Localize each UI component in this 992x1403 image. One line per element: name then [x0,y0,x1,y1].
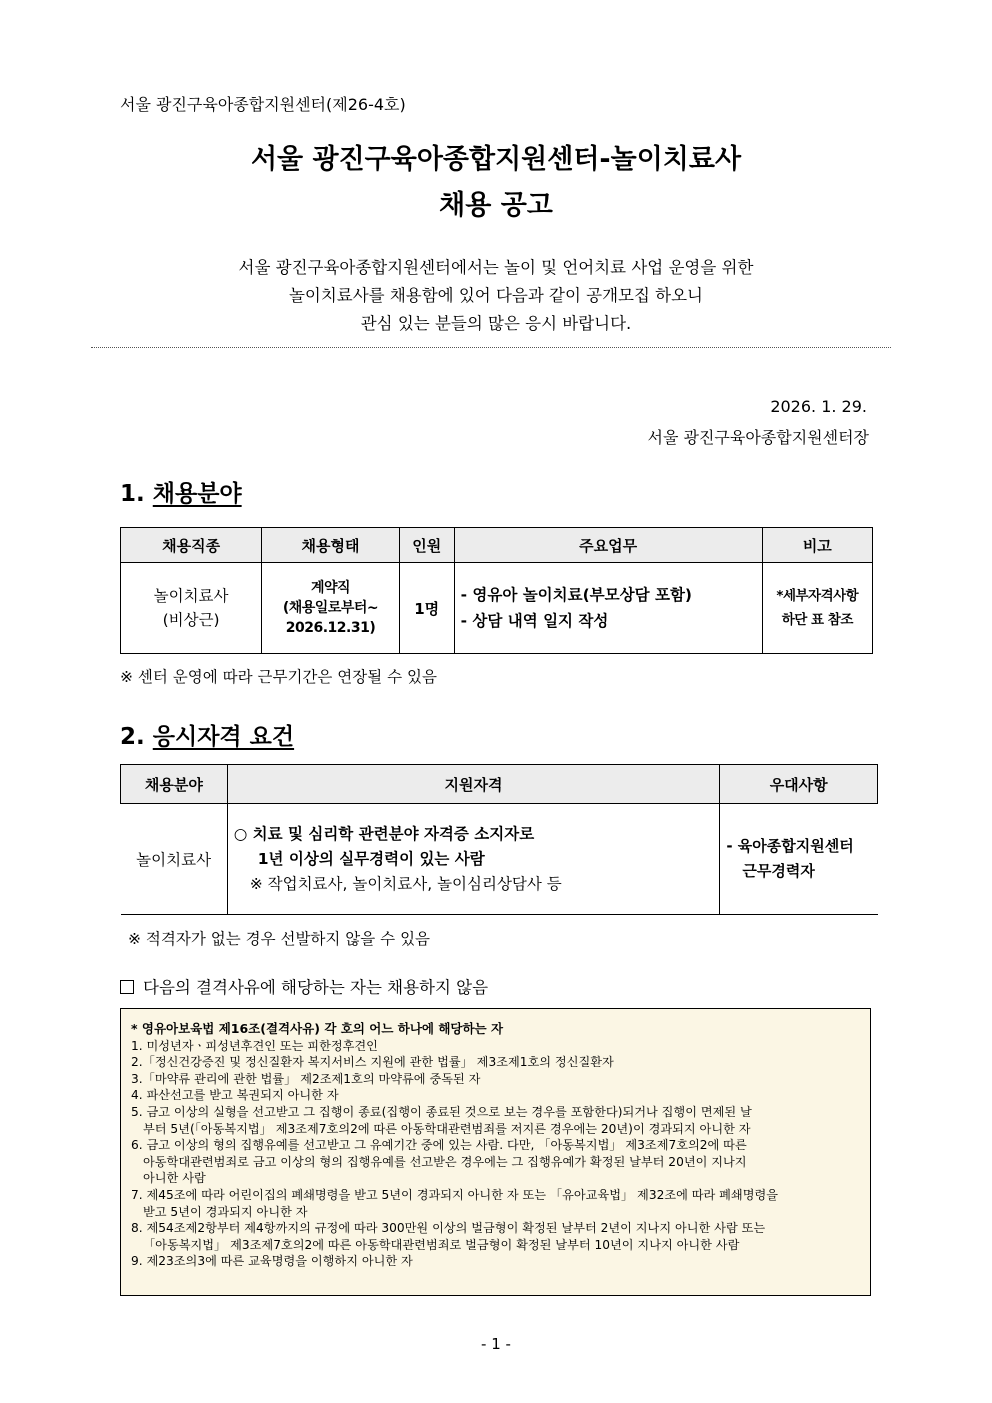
intro-line-1: 서울 광진구육아종합지원센터에서는 놀이 및 언어치료 사업 운영을 위한 [238,258,754,277]
list-item-continuation: 받고 5년이 경과되지 아니한 자 [143,1204,308,1219]
type-line-2: (채용일로부터~ [282,600,379,616]
duty-line-1: - 영유아 놀이치료(부모상담 포함) [460,586,693,604]
list-item: 8. 제54조제2항부터 제4항까지의 규정에 따라 300만원 이상의 벌금형이 확정된 날부터 2년이 지나지 아니한 사람 또는 [131,1221,766,1236]
table-row [121,563,873,654]
list-item: 7. 제45조에 따라 어린이집의 폐쇄명령을 받고 5년이 경과되지 아니한 자 또는 「유아교육법」 제32조에 따라 폐쇄명령을 [131,1187,779,1202]
cell-note [762,563,872,654]
list-item: 1. 미성년자ㆍ피성년후견인 또는 피한정후견인 [131,1038,378,1053]
cell-qualification [227,804,720,915]
pref-line-2: 근무경력자 [742,862,815,880]
announcement-date: 2026. 1. 29. [770,397,867,416]
list-item: 3.「마약류 관리에 관한 법률」 제2조제1호의 마약류에 중독된 자 [131,1071,481,1086]
cell-type [262,563,400,654]
list-item: 6. 금고 이상의 형의 집행유예를 선고받고 그 유예기간 중에 있는 사람. 다만, 「아동복지법」 제3조제7호의2에 따른 [131,1138,747,1153]
pref-line-1: - 육아종합지원센터 [726,837,854,855]
section2-title: 응시자격 요건 [152,724,295,750]
list-item-continuation: 부터 5년(「아동복지법」 제3조제7호의2에 따른 아동학대관련범죄를 저지른 경우에는 20년)이 경과되지 아니한 자 [143,1121,751,1136]
intro-line-3: 관심 있는 분들의 많은 응시 바랍니다. [360,314,632,333]
list-item: 4. 파산선고를 받고 복권되지 아니한 자 [131,1088,339,1103]
signer-name: 서울 광진구육아종합지원센터장 [647,428,869,447]
job-line-2: (비상근) [162,611,220,629]
job-line-1: 놀이치료사 [153,587,229,605]
disqualification-box [120,1008,871,1296]
table-header-row [121,528,873,563]
section1-heading [120,475,242,508]
list-item: 2.「정신건강증진 및 정신질환자 복지서비스 지원에 관한 법률」 제3조제1호의 정신질환자 [131,1055,614,1070]
list-item-continuation: 「아동복지법」 제3조제7호의2에 따른 아동학대관련범죄로 벌금형이 확정된 날부터 10년이 지나지 아니한 사람 [143,1237,740,1252]
page-title: 서울 광진구육아종합지원센터-놀이치료사 [250,144,742,175]
type-line-3: 2026.12.31) [285,620,376,636]
section2-number: 2. [120,724,145,750]
qual-line-3: ※ 작업치료사, 놀이치료사, 놀이심리상담사 등 [249,874,562,893]
cell-field: 놀이치료사 [121,804,228,915]
section2-footnote: ※ 적격자가 없는 경우 선발하지 않을 수 있음 [128,930,431,948]
qual-line-2: 1년 이상의 실무경력이 있는 사람 [257,849,485,868]
list-item: 5. 금고 이상의 실형을 선고받고 그 집행이 종료(집행이 종료된 것으로 보는 경우를 포함한다)되거나 집행이 면제된 날 [131,1104,752,1119]
cell-preference [720,804,878,915]
table-row [121,804,878,915]
disqualification-heading [120,974,488,998]
col-header-note: 비고 [762,528,872,563]
col-header-field: 채용분야 [121,765,228,804]
page-subtitle: 채용 공고 [439,190,553,221]
list-item-continuation: 아니한 사람 [143,1171,206,1186]
list-item-continuation: 아동학대관련범죄로 금고 이상의 형의 집행유예를 선고받은 경우에는 그 집행유예가 확정된 날부터 20년이 지나지 [143,1154,747,1169]
intro-line-2: 놀이치료사를 채용함에 있어 다음과 같이 공개모집 하오니 [288,286,703,305]
col-header-duty: 주요업무 [454,528,762,563]
cell-job [121,563,262,654]
col-header-type: 채용형태 [262,528,400,563]
qual-line-1: ○ 치료 및 심리학 관련분야 자격증 소지자로 [233,824,535,843]
recruitment-table [120,527,873,654]
section2-heading [120,718,294,751]
disqualification-heading-text: 다음의 결격사유에 해당하는 자는 채용하지 않음 [143,978,489,997]
note-line-1: *세부자격사항 [776,588,859,604]
box-title: * 영유아보육법 제16조(결격사유) 각 호의 어느 하나에 해당하는 자 [131,1021,504,1036]
intro-paragraph [0,254,992,338]
cell-duty [454,563,762,654]
duty-line-2: - 상담 내역 일지 작성 [460,612,609,630]
header-org-line: 서울 광진구육아종합지원센터(제26-4호) [120,95,406,114]
qualification-table [120,764,878,915]
dotted-divider [91,347,891,348]
cell-count: 1명 [399,563,454,654]
type-line-1: 계약직 [310,580,351,596]
table-header-row [121,765,878,804]
page-number: - 1 - [481,1335,511,1353]
col-header-qualification: 지원자격 [227,765,720,804]
note-line-2: 하단 표 참조 [781,612,853,628]
section1-title: 채용분야 [152,481,242,507]
list-item: 9. 제23조의3에 따른 교육명령을 이행하지 아니한 자 [131,1254,413,1269]
col-header-job: 채용직종 [121,528,262,563]
section1-footnote: ※ 센터 운영에 따라 근무기간은 연장될 수 있음 [120,668,437,686]
col-header-preference: 우대사항 [720,765,878,804]
checkbox-square-icon [120,980,134,994]
col-header-count: 인원 [399,528,454,563]
section1-number: 1. [120,481,145,507]
